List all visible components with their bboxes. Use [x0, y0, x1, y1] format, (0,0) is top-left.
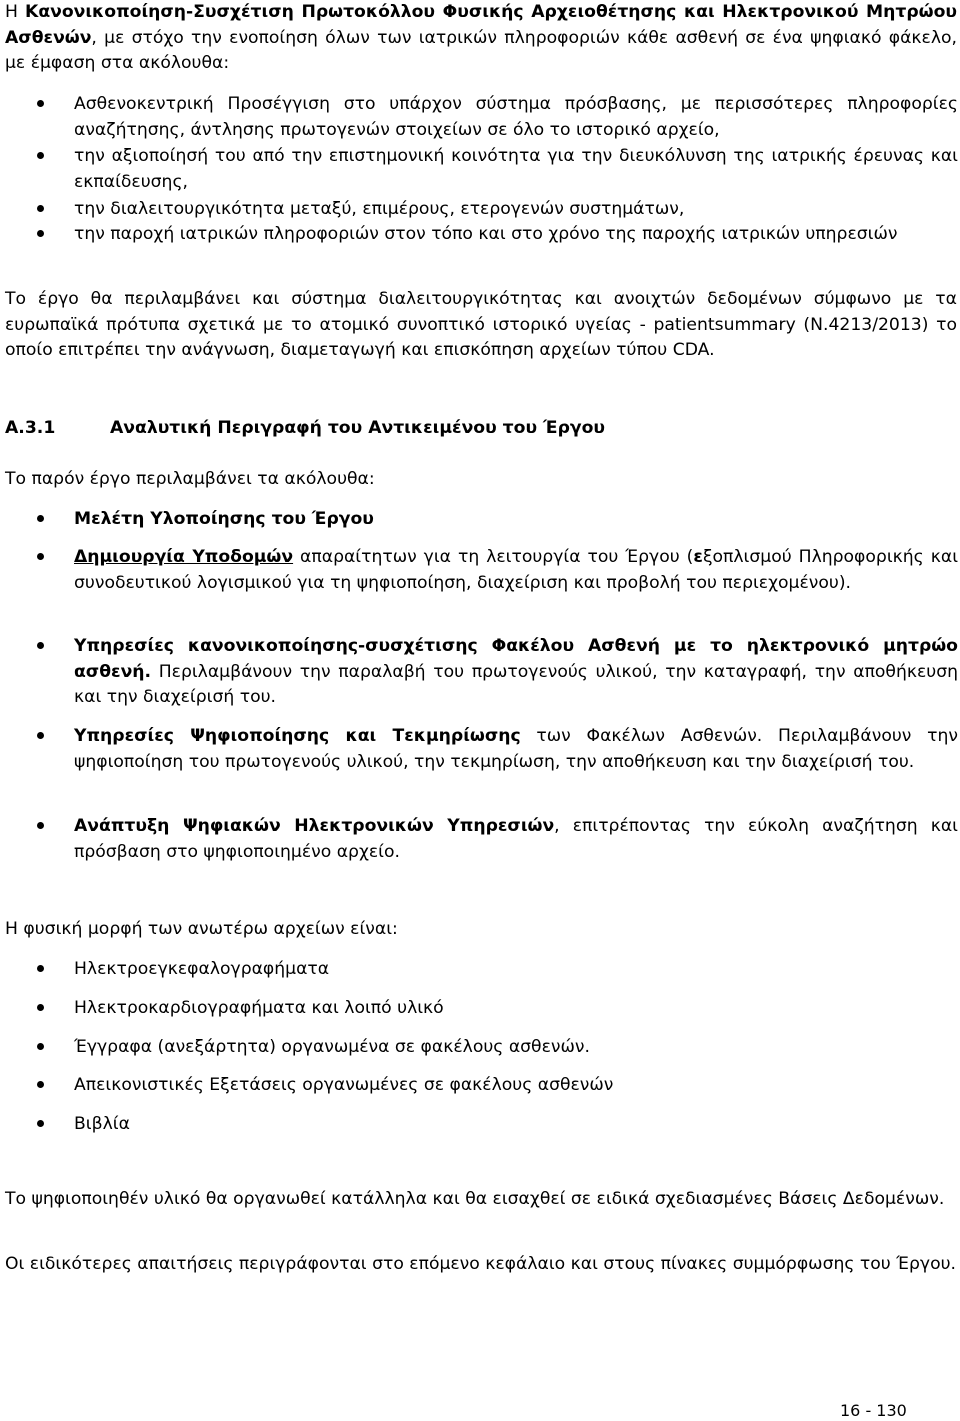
bullet-icon	[37, 1081, 44, 1088]
intro-bold-title: Κανονικοποίηση-Συσχέτιση Πρωτοκόλλου Φυσικής Αρχειοθέτησης και Ηλεκτρονικού Μητρώου Ασθενών	[5, 2, 957, 48]
bullet-icon	[37, 553, 44, 560]
physical-item-1: Ηλεκτροεγκεφαλογραφήματα	[74, 959, 330, 979]
bullet-icon	[37, 205, 44, 212]
scope-item-1-bold: Μελέτη Υλοποίησης του Έργου	[74, 509, 374, 529]
scope-item-4-bold: Υπηρεσίες Ψηφιοποίησης και Τεκμηρίωσης	[74, 726, 521, 746]
focus-item-4: την παροχή ιατρικών πληροφοριών στον τόπο και στο χρόνο της παροχής ιατρικών υπηρεσιών	[74, 224, 898, 244]
bullet-icon	[37, 1120, 44, 1127]
closing-paragraph-1: Το ψηφιοποιηθέν υλικό θα οργανωθεί κατάλληλα και θα εισαχθεί σε ειδικά σχεδιασμένες Βάσεις Δεδομένων.	[5, 1189, 945, 1209]
scope-item-4	[74, 724, 958, 775]
scope-intro: Το παρόν έργο περιλαμβάνει τα ακόλουθα:	[5, 469, 375, 489]
bullet-icon	[37, 642, 44, 649]
bullet-icon	[37, 732, 44, 739]
physical-intro: Η φυσική μορφή των ανωτέρω αρχείων είναι:	[5, 919, 398, 939]
intro-paragraph	[5, 0, 957, 77]
focus-item-3: την διαλειτουργικότητα μεταξύ, επιμέρους, ετερογενών συστημάτων,	[74, 199, 685, 219]
physical-item-2: Ηλεκτροκαρδιογραφήματα και λοιπό υλικό	[74, 998, 444, 1018]
closing-paragraph-2: Οι ειδικότερες απαιτήσεις περιγράφονται στο επόμενο κεφάλαιο και στους πίνακες συμμόρφωσης του Έργου.	[5, 1254, 957, 1274]
intro-rest: , με στόχο την ενοποίηση όλων των ιατρικών πληροφοριών κάθε ασθενή σε ένα ψηφιακό φάκελο, με έμφαση στα ακόλουθα:	[5, 27, 957, 73]
physical-item-3: Έγγραφα (ανεξάρτητα) οργανωμένα σε φακέλους ασθενών.	[74, 1037, 590, 1057]
section-title: Αναλυτική Περιγραφή του Αντικειμένου του Έργου	[110, 418, 605, 438]
physical-item-5: Βιβλία	[74, 1114, 130, 1134]
bullet-icon	[37, 1043, 44, 1050]
scope-item-2-text: απαραίτητων για τη λειτουργία του Έργου (	[293, 547, 694, 567]
focus-item-2: την αξιοποίησή του από την επιστημονική κοινότητα για την διευκόλυνση της ιατρικής έρευνας και εκπαίδευσης,	[74, 146, 958, 192]
scope-item-3-bold: Υπηρεσίες κανονικοποίησης-συσχέτισης Φακέλου Ασθενή με το ηλεκτρονικό μητρώο ασθενή.	[74, 636, 958, 682]
bullet-icon	[37, 965, 44, 972]
scope-item-3-text: Περιλαμβάνουν την παραλαβή του πρωτογενούς υλικού, την καταγραφή, την αποθήκευση και την διαχείρισή του.	[74, 661, 958, 707]
interop-paragraph: Το έργο θα περιλαμβάνει και σύστημα διαλειτουργικότητας και ανοιχτών δεδομένων σύμφωνο με τα ευρωπαϊκά πρότυπα σχετικά με το ατομικό συνοπτικό ιστορικό υγείας - patientsummary (Ν.4213/2013) το οποίο επιτρέπει την ανάγνωση, διαμεταγωγή και επισκόπηση αρχείων τύπου CDA.	[5, 289, 957, 360]
physical-item-4: Απεικονιστικές Εξετάσεις οργανωμένες σε φακέλους ασθενών	[74, 1075, 614, 1095]
bullet-icon	[37, 822, 44, 829]
scope-item-5	[74, 814, 958, 865]
scope-item-1	[74, 507, 958, 533]
scope-item-5-text: , επιτρέποντας την εύκολη αναζήτηση και πρόσβαση στο ψηφιοποιημένο αρχείο.	[74, 816, 958, 862]
scope-item-4-text: των Φακέλων Ασθενών. Περιλαμβάνουν την ψηφιοποίηση του πρωτογενούς υλικού, την τεκμηρίωση, την αποθήκευση και την διαχείρισή του.	[74, 726, 958, 772]
page-number: 16 - 130	[840, 1401, 907, 1420]
bullet-icon	[37, 1004, 44, 1011]
bullet-icon	[37, 152, 44, 159]
scope-item-3	[74, 634, 958, 711]
bullet-icon	[37, 230, 44, 237]
section-number: Α.3.1	[5, 418, 56, 438]
intro-lead: Η	[5, 2, 26, 22]
focus-item-1: Ασθενοκεντρική Προσέγγιση στο υπάρχον σύστημα πρόσβασης, με περισσότερες πληροφορίες αναζήτησης, άντλησης πρωτογενών στοιχείων σε όλο το ιστορικό αρχείο,	[74, 94, 958, 140]
scope-item-2	[74, 545, 958, 596]
scope-item-2-text2: ξοπλισμού Πληροφορικής και συνοδευτικού λογισμικού για τη ψηφιοποίηση, διαχείριση και προβολή του περιεχομένου).	[74, 547, 959, 593]
bullet-icon	[37, 100, 44, 107]
scope-item-5-bold: Ανάπτυξη Ψηφιακών Ηλεκτρονικών Υπηρεσιών	[74, 816, 555, 836]
scope-item-2-bold2: ε	[693, 547, 703, 567]
bullet-icon	[37, 515, 44, 522]
scope-item-2-bold: Δημιουργία Υποδομών	[74, 547, 294, 567]
